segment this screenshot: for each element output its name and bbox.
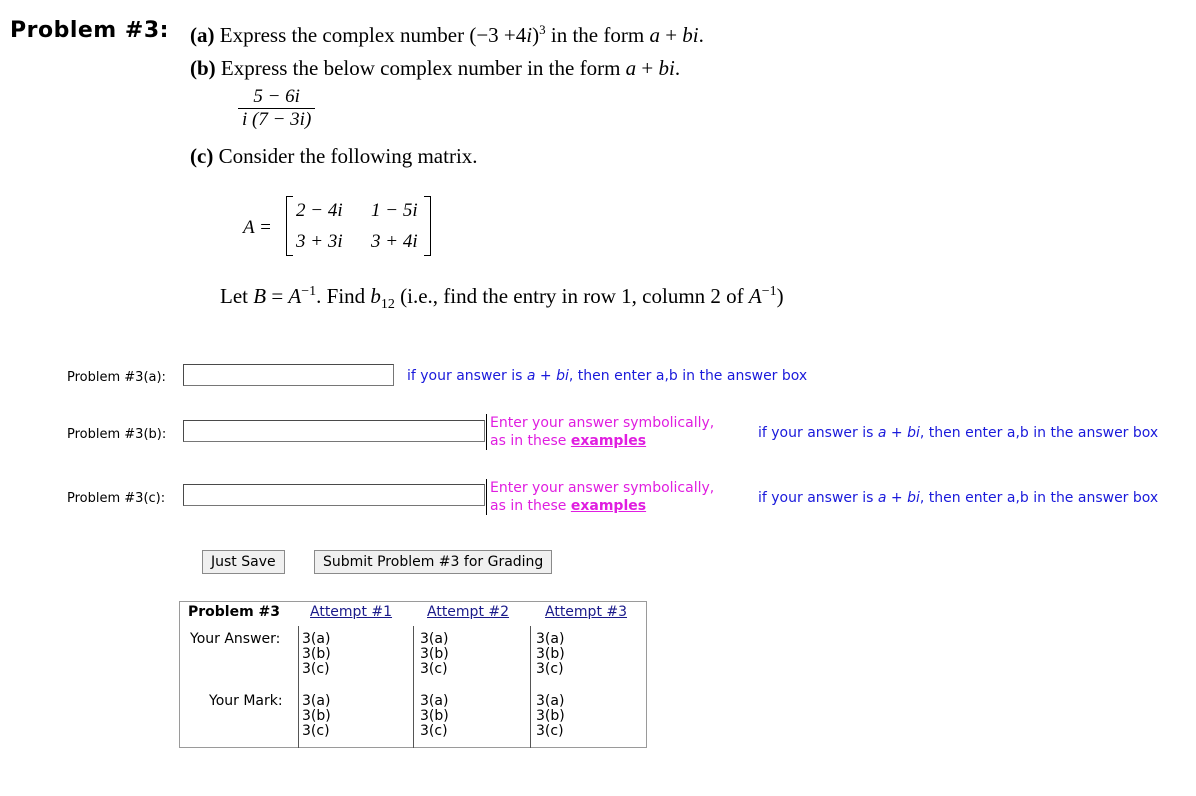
- answer-label-3c: Problem #3(c):: [67, 491, 166, 506]
- fraction-numerator: 5 − 6i: [253, 86, 300, 107]
- attempt-2-marks: 3(a) 3(b) 3(c): [420, 693, 449, 739]
- examples-link-3c[interactable]: examples: [570, 498, 647, 514]
- part-c-question: [190, 144, 478, 169]
- symbolic-hint-3c: Enter your answer symbolically, as in these examples: [486, 479, 714, 515]
- part-c-text: Consider the following matrix.: [218, 144, 478, 168]
- just-save-button[interactable]: Just Save: [202, 550, 285, 574]
- table-divider-1: [298, 626, 299, 748]
- part-a-text: Express the complex number $(-3 +4i)^3$ in the form a + bi.: [219, 22, 704, 47]
- answer-label-3b: Problem #3(b):: [67, 427, 167, 442]
- answer-input-3b[interactable]: [183, 420, 485, 442]
- attempt-1-answers: 3(a) 3(b) 3(c): [302, 631, 331, 677]
- examples-link-3b[interactable]: examples: [570, 433, 647, 449]
- row-label-your-answer: Your Answer:: [190, 631, 281, 647]
- fraction-denominator: i (7 − 3i): [238, 108, 315, 131]
- part-a-label: (a): [190, 23, 215, 47]
- problem-heading: Problem #3:: [10, 18, 169, 43]
- part-b-question: [190, 56, 680, 81]
- symbolic-hint-3b: Enter your answer symbolically, as in these examples: [486, 414, 714, 450]
- attempt-3-link[interactable]: Attempt #3: [545, 604, 628, 620]
- matrix-cell-1-2: 1 − 5i: [371, 200, 418, 221]
- answer-input-3a[interactable]: [183, 364, 394, 386]
- attempt-1-marks: 3(a) 3(b) 3(c): [302, 693, 331, 739]
- table-divider-2: [413, 626, 414, 748]
- submit-grading-button[interactable]: Submit Problem #3 for Grading: [314, 550, 552, 574]
- part-a-question: [190, 22, 704, 48]
- part-c-instruction: Let $B = A^{-1}$. Find $b_{12}$ (i.e., find the entry in row 1, column 2 of $A^{-1}$): [220, 284, 784, 313]
- matrix-name: A =: [243, 217, 272, 238]
- matrix-cell-2-1: 3 + 3i: [296, 231, 343, 252]
- matrix-cell-1-1: 2 − 4i: [296, 200, 343, 221]
- answer-input-3c[interactable]: [183, 484, 485, 506]
- attempt-2-link[interactable]: Attempt #2: [427, 604, 510, 620]
- attempt-3-answers: 3(a) 3(b) 3(c): [536, 631, 565, 677]
- part-b-text: Express the below complex number in the form a + bi.: [220, 56, 681, 80]
- hint-3a: if your answer is a + bi, then enter a,b in the answer box: [407, 368, 808, 384]
- attempt-1-link[interactable]: Attempt #1: [310, 604, 393, 620]
- attempt-2-answers: 3(a) 3(b) 3(c): [420, 631, 449, 677]
- matrix-a: [240, 194, 440, 258]
- table-divider-3: [530, 626, 531, 748]
- complex-fraction: [238, 86, 315, 131]
- table-header-problem: Problem #3: [188, 604, 281, 620]
- matrix-right-bracket: [424, 196, 431, 256]
- part-c-label: (c): [190, 144, 214, 168]
- attempt-3-marks: 3(a) 3(b) 3(c): [536, 693, 565, 739]
- row-label-your-mark: Your Mark:: [209, 693, 283, 709]
- answer-label-3a: Problem #3(a):: [67, 370, 166, 385]
- hint-3c: if your answer is a + bi, then enter a,b in the answer box: [758, 490, 1159, 506]
- hint-3b: if your answer is a + bi, then enter a,b in the answer box: [758, 425, 1159, 441]
- matrix-left-bracket: [286, 196, 293, 256]
- matrix-cell-2-2: 3 + 4i: [371, 231, 418, 252]
- part-b-label: (b): [190, 56, 216, 80]
- attempts-table: [179, 601, 647, 748]
